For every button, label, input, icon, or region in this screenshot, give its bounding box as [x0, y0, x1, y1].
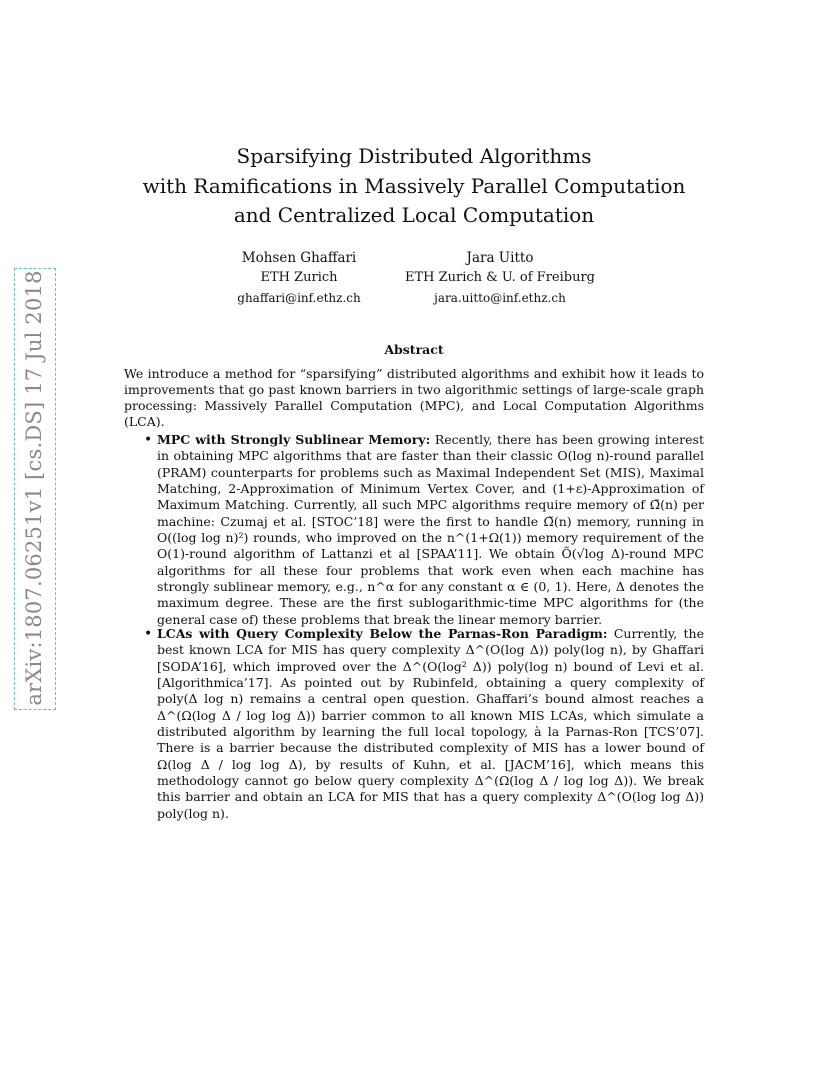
list-item-title: MPC with Strongly Sublinear Memory:: [157, 432, 431, 447]
abstract-intro: We introduce a method for “sparsifying” distributed algorithms and exhibit how it leads to improvements that go past known barriers in two algorithmic settings of large-scale graph processing: Massively Parallel Computation (MPC), and Local Computation Algorithms (LCA).: [124, 366, 704, 429]
list-item-body: [157, 432, 704, 628]
list-item-text: Recently, there has been growing interest in obtaining MPC algorithms that are faster than their classic O(log n)-round parallel (PRAM) counterparts for problems such as Maximal Independent Set (MIS), Maximal Matching, 2-Approximation of Minimum Vertex Cover, and (1+ε)-Approximation of Maximum Matching. Currently, all such MPC algorithms require memory of Ω̃(n) per machine: Czumaj et al. [STOC’18] were the first to handle Ω̃(n) memory, running in O((log log n)²) rounds, who improved on the n^(1+Ω(1)) memory requirement of the O(1)-round algorithm of Lattanzi et al [SPAA’11]. We obtain Õ(√log Δ)-round MPC algorithms for all these four problems that work even when each machine has strongly sublinear memory, e.g., n^α for any constant α ∈ (0, 1). Here, Δ denotes the maximum degree. These are the first sublogarithmic-time MPC algorithms for (the general case of) these problems that break the linear memory barrier.: [157, 432, 704, 627]
list-item-body: [157, 626, 704, 822]
author-email: ghaffari@inf.ethz.ch: [237, 291, 361, 305]
list-item-text: Currently, the best known LCA for MIS has query complexity Δ^(O(log Δ)) poly(log n), by Ghaffari [SODA’16], which improved over the Δ^(O(log² Δ)) poly(log n) bound of Levi et al. [Algorithmica’17]. As pointed out by Rubinfeld, obtaining a query complexity of poly(Δ log n) remains a central open question. Ghaffari’s bound almost reaches a Δ^(Ω(log Δ / log log Δ)) barrier common to all known MIS LCAs, which simulate a distributed algorithm by learning the full local topology, à la Parnas-Ron [TCS’07]. There is a barrier because the distributed complexity of MIS has a lower bound of Ω(log Δ / log log Δ), by results of Kuhn, et al. [JACM’16], which means this methodology cannot go below query complexity Δ^(Ω(log Δ / log log Δ)). We break this barrier and obtain an LCA for MIS that has a query complexity Δ^(O(log log Δ)) poly(log n).: [157, 626, 704, 821]
arxiv-stamp: arXiv:1807.06251v1 [cs.DS] 17 Jul 2018: [22, 270, 46, 706]
paper-title: [0, 142, 828, 231]
author-email: jara.uitto@inf.ethz.ch: [434, 291, 566, 305]
abstract-heading: Abstract: [384, 342, 444, 357]
bullet-icon: •: [144, 626, 153, 642]
title-line-2: with Ramifications in Massively Parallel Computation: [142, 173, 686, 198]
list-item: [124, 626, 704, 822]
author-block-1: [199, 248, 399, 308]
title-line-3: and Centralized Local Computation: [233, 203, 595, 227]
bullet-icon: •: [144, 432, 153, 448]
list-item: [124, 432, 704, 628]
author-affiliation: ETH Zurich: [260, 270, 338, 285]
author-affiliation: ETH Zurich & U. of Freiburg: [404, 270, 595, 285]
title-line-1: Sparsifying Distributed Algorithms: [236, 144, 592, 168]
author-name: Mohsen Ghaffari: [241, 250, 357, 266]
list-item-title: LCAs with Query Complexity Below the Parnas-Ron Paradigm:: [157, 626, 608, 641]
author-block-2: [380, 248, 620, 308]
author-name: Jara Uitto: [466, 250, 534, 266]
